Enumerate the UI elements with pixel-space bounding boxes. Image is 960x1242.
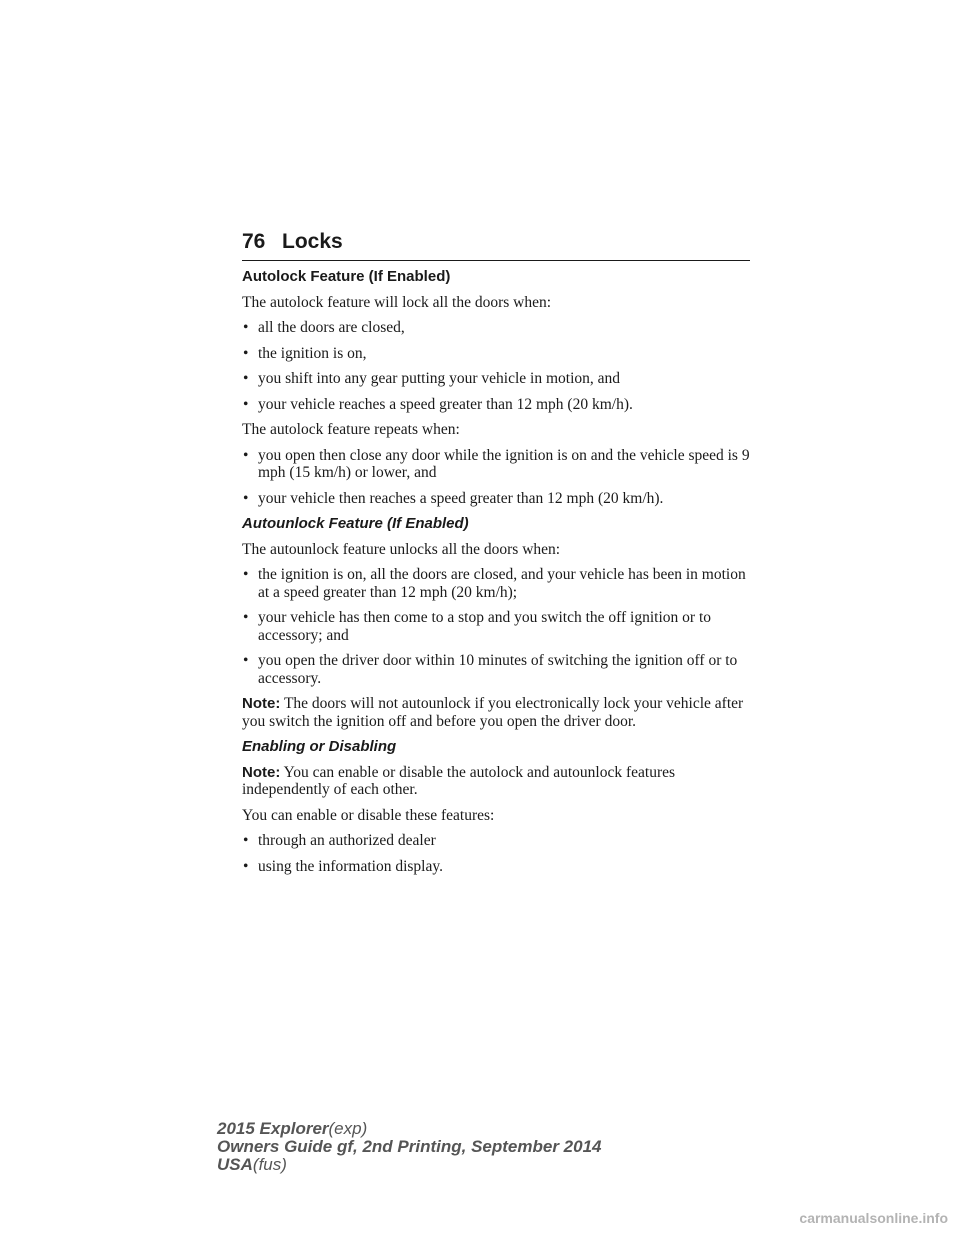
bullet-icon: • [243,652,249,669]
list-item: • using the information display. [243,857,443,875]
note-label: Note: [242,763,281,781]
enabling-methods-list [242,832,752,875]
page-header [242,230,750,261]
bullet-icon: • [243,566,249,583]
page-number: 76 [242,230,266,253]
list-item: • the ignition is on, all the doors are closed, and your vehicle has been in motion at a speed greater than 12 mph (20 km/h); [243,566,746,601]
list-item: • your vehicle has then come to a stop and you switch the off ignition or to accessory; and [243,609,711,644]
bullet-icon: • [243,857,249,875]
section-heading-autounlock: Autounlock Feature (If Enabled) [242,515,469,532]
bullet-icon: • [243,832,249,849]
enabling-intro: You can enable or disable these features: [242,806,495,824]
list-item: • you open the driver door within 10 minutes of switching the ignition off or to accessory. [243,652,738,687]
enabling-note [242,764,752,799]
autolock-repeat-intro: The autolock feature repeats when: [242,421,460,438]
section-heading-autolock: Autolock Feature (If Enabled) [242,268,451,285]
note-label: Note: [242,695,281,712]
autounlock-intro: The autounlock feature unlocks all the doors when: [242,540,561,558]
list-item: • your vehicle reaches a speed greater than 12 mph (20 km/h). [243,395,633,413]
list-item: • the ignition is on, [243,344,367,362]
document-footer [217,1120,601,1174]
bullet-icon: • [243,489,249,507]
note-text: The doors will not autounlock if you electronically lock your vehicle after you switch the ignition off and before you open the driver door. [242,695,744,730]
footer-line-3: USA(fus) [217,1155,287,1174]
note-text: You can enable or disable the autolock and autounlock features independently of each other. [242,763,676,798]
list-item: • you shift into any gear putting your vehicle in motion, and [243,370,621,387]
section-heading-enabling: Enabling or Disabling [242,738,397,755]
autounlock-note [242,695,752,730]
autolock-conditions-list [242,319,752,413]
bullet-icon: • [243,609,249,626]
autolock-repeat-list [242,447,752,508]
bullet-icon: • [243,395,249,413]
list-item: • you open then close any door while the ignition is on and the vehicle speed is 9 mph (15 km/h) or lower, and [243,446,750,481]
list-item: • through an authorized dealer [243,832,436,849]
chapter-title: Locks [282,230,343,253]
bullet-icon: • [243,319,249,336]
list-item: • all the doors are closed, [243,319,405,336]
footer-line-1: 2015 Explorer(exp) [217,1119,368,1138]
list-item: • your vehicle then reaches a speed greater than 12 mph (20 km/h). [243,489,664,507]
bullet-icon: • [243,344,249,362]
autolock-intro: The autolock feature will lock all the doors when: [242,293,552,311]
footer-line-2: Owners Guide gf, 2nd Printing, September 2014 [217,1137,602,1156]
autounlock-conditions-list [242,566,752,687]
bullet-icon: • [243,370,249,387]
bullet-icon: • [243,446,249,464]
watermark: carmanualsonline.info [799,1210,948,1226]
page-content [242,268,752,883]
